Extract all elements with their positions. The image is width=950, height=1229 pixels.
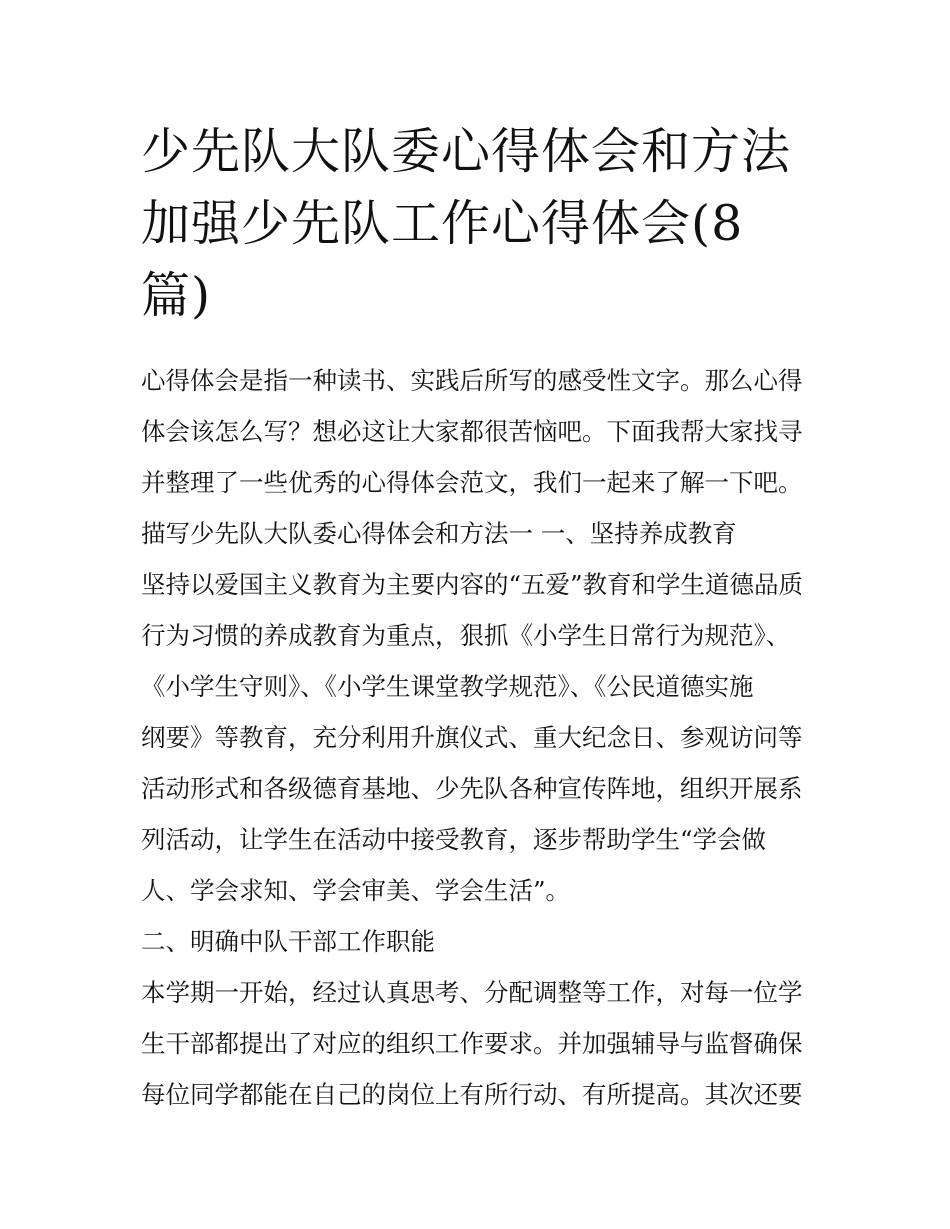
body-line-13: 本学期一开始，经过认真思考、分配调整等工作，对每一位学 <box>141 978 803 1007</box>
body-line-3: 并整理了一些优秀的心得体会范文，我们一起来了解一下吧。 <box>141 468 803 497</box>
body-line-5: 坚持以爱国主义教育为主要内容的“五爱”教育和学生道德品质 <box>141 570 804 599</box>
title-line-3: 篇) <box>141 267 212 324</box>
title-line-1: 少先队大队委心得体会和方法 <box>141 123 792 180</box>
body-line-6: 行为习惯的养成教育为重点，狠抓《小学生日常行为规范》、 <box>141 621 791 650</box>
body-line-7: 《小学生守则》、《小学生课堂教学规范》、《公民道德实施 <box>141 672 754 701</box>
body-line-10: 列活动，让学生在活动中接受教育，逐步帮助学生“学会做 <box>141 825 767 854</box>
body-line-15: 每位同学都能在自己的岗位上有所行动、有所提高。其次还要 <box>141 1080 803 1109</box>
title-line-2: 加强少先队工作心得体会(8 <box>141 195 744 252</box>
document-title <box>141 116 821 332</box>
section-heading-2: 二、明确中队干部工作职能 <box>141 927 435 956</box>
document-body <box>141 355 821 1120</box>
body-line-8: 纲要》等教育，充分利用升旗仪式、重大纪念日、参观访问等 <box>141 723 803 752</box>
body-line-14: 生干部都提出了对应的组织工作要求。并加强辅导与监督确保 <box>141 1029 803 1058</box>
body-line-2: 体会该怎么写？想必这让大家都很苦恼吧。下面我帮大家找寻 <box>141 417 803 446</box>
body-line-11: 人、学会求知、学会审美、学会生活”。 <box>141 876 571 905</box>
body-line-9: 活动形式和各级德育基地、少先队各种宣传阵地，组织开展系 <box>141 774 803 803</box>
section-heading-1: 描写少先队大队委心得体会和方法一 一、坚持养成教育 <box>141 519 737 548</box>
body-line-1: 心得体会是指一种读书、实践后所写的感受性文字。那么心得 <box>141 366 803 395</box>
